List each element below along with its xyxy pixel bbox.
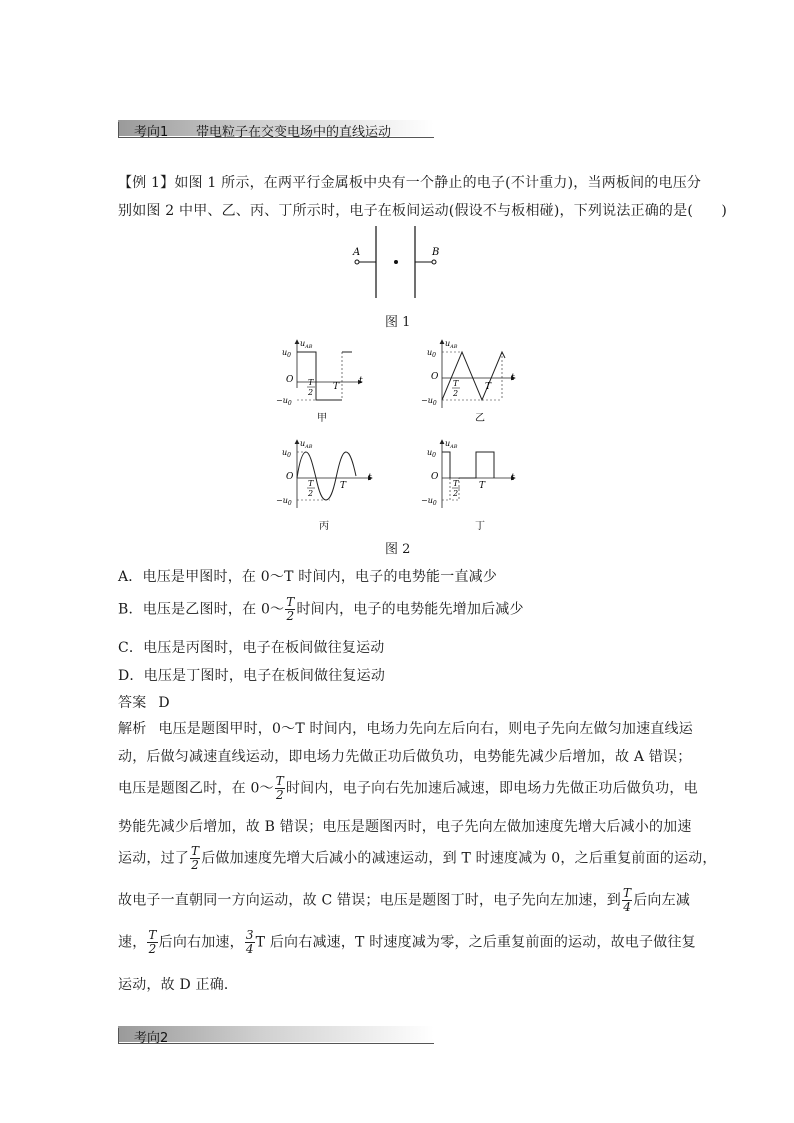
svg-text:uAB: $u_{AB}$ (300, 439, 313, 450)
svg-text:−u0: $-u_0$ (421, 396, 437, 407)
topic-header-1 (118, 120, 434, 138)
electron-dot (394, 260, 398, 264)
topic-title: 带电粒子在交变电场中的直线运动 (196, 125, 392, 140)
example-line-1 (118, 172, 701, 192)
header-tick (118, 1028, 119, 1044)
svg-text:T: T (453, 379, 459, 388)
svg-text:O: O (286, 375, 294, 385)
svg-text:2: 2 (308, 489, 314, 498)
svg-text:u0: $u_0$ (282, 348, 291, 359)
example-label: 【例 1】 (118, 175, 175, 191)
plot-bing (276, 439, 372, 532)
svg-text:t: t (359, 376, 363, 386)
svg-text:2: 2 (308, 388, 314, 397)
option-a: A．电压是甲图时，在 0～T 时间内，电子的电势能一直减少 (118, 569, 498, 585)
analysis-line-4: 势能先减少后增加，故 B 错误；电压是题图丙时，电子先向左做加速度先增大后减小的加速 (118, 819, 692, 835)
svg-text:−u0: $-u_0$ (421, 496, 437, 507)
analysis-line-6: 故电子一直朝同一方向运动，故 C 错误；电压是题图丁时，电子先向左加速，到 $\frac{T}{4}$ 后向左减 (118, 886, 691, 914)
option-c: C．电压是丙图时，电子在板间做往复运动 (118, 640, 385, 656)
label-yi: 乙 (475, 413, 485, 424)
plot-jia (276, 339, 363, 424)
figure-2-waveforms (272, 336, 532, 532)
analysis-line-8: 运动，故 D 正确． (118, 977, 239, 993)
answer-value: D (158, 695, 170, 711)
svg-text:uAB: $u_{AB}$ (300, 339, 313, 350)
svg-text:t: t (368, 473, 372, 483)
plate-a-label: A (353, 247, 361, 258)
figure-1-caption: 图 1 (385, 315, 411, 330)
example-line-2 (118, 200, 727, 220)
label-jia: 甲 (317, 413, 327, 424)
figure-2-caption: 图 2 (385, 542, 411, 557)
option-b: B．电压是乙图时，在 0～ $\frac{T}{2}$ 时间内，电子的电势能先增加后减少 (118, 595, 524, 623)
svg-text:u0: $u_0$ (427, 348, 436, 359)
svg-text:T: T (485, 382, 492, 392)
svg-text:t: t (511, 373, 515, 383)
answer-label: 答案 (118, 695, 147, 711)
analysis-label: 解析 (118, 721, 147, 737)
figure-1-plates (340, 226, 450, 302)
svg-text:T: T (308, 378, 314, 387)
svg-text:2: 2 (453, 489, 459, 498)
analysis-line-3: 电压是题图乙时，在 0～ $\frac{T}{2}$ 时间内，电子向右先加速后减速，即电场力先做正功后做负功，电 (118, 774, 698, 802)
topic-header-2 (118, 1026, 434, 1044)
svg-text:u0: $u_0$ (282, 448, 291, 459)
example-text-1: 如图 1 所示，在两平行金属板中央有一个静止的电子(不计重力)，当两板间的电压分 (174, 175, 702, 191)
svg-text:O: O (431, 472, 439, 482)
plot-ding (421, 439, 515, 532)
svg-text:t: t (511, 473, 515, 483)
svg-text:−u0: $-u_0$ (276, 396, 292, 407)
svg-text:T: T (308, 479, 314, 488)
svg-text:2: 2 (453, 389, 459, 398)
topic-tag: 考向2 (134, 1031, 169, 1046)
example-text-2: 别如图 2 中甲、乙、丙、丁所示时，电子在板间运动(假设不与板相碰)，下列说法正确的是( ) (118, 203, 728, 219)
svg-text:T: T (453, 479, 459, 488)
header-tick (118, 122, 119, 138)
label-bing: 丙 (319, 521, 329, 532)
option-d: D．电压是丁图时，电子在板间做往复运动 (118, 668, 386, 684)
plot-yi (421, 339, 515, 424)
fraction-t-over-2: $\frac{T}{2}$ (286, 595, 295, 623)
svg-text:T: T (340, 481, 347, 491)
analysis-line-2: 动，后做匀减速直线运动，即电场力先做正功后做负功，电势能先减少后增加，故 A 错误； (118, 749, 692, 765)
svg-text:−u0: $-u_0$ (276, 496, 292, 507)
analysis-line-1: 解析 电压是题图甲时，0～T 时间内，电场力先向左后向右，则电子先向左做匀加速直线运 (118, 721, 693, 737)
svg-text:T: T (479, 481, 486, 491)
analysis-line-7: 速， $\frac{T}{2}$ 后向右加速， $\frac{3}{4}$ T 后向右减速，T 时速度减为零，之后重复前面的运动，故电子做往复 (118, 928, 696, 956)
svg-text:u0: $u_0$ (427, 448, 436, 459)
svg-text:uAB: $u_{AB}$ (445, 339, 458, 350)
plate-b-label: B (432, 247, 440, 258)
label-ding: 丁 (475, 521, 485, 532)
svg-text:O: O (431, 372, 439, 382)
svg-text:uAB: $u_{AB}$ (445, 439, 458, 450)
topic-tag: 考向1 (134, 125, 169, 140)
answer-line (118, 692, 170, 712)
svg-text:T: T (333, 382, 340, 392)
analysis-line-5: 运动，过了 $\frac{T}{2}$ 后做加速度先增大后减小的减速运动，到 T 时速度减为 0，之后重复前面的运动， (118, 844, 717, 872)
svg-text:O: O (286, 472, 294, 482)
